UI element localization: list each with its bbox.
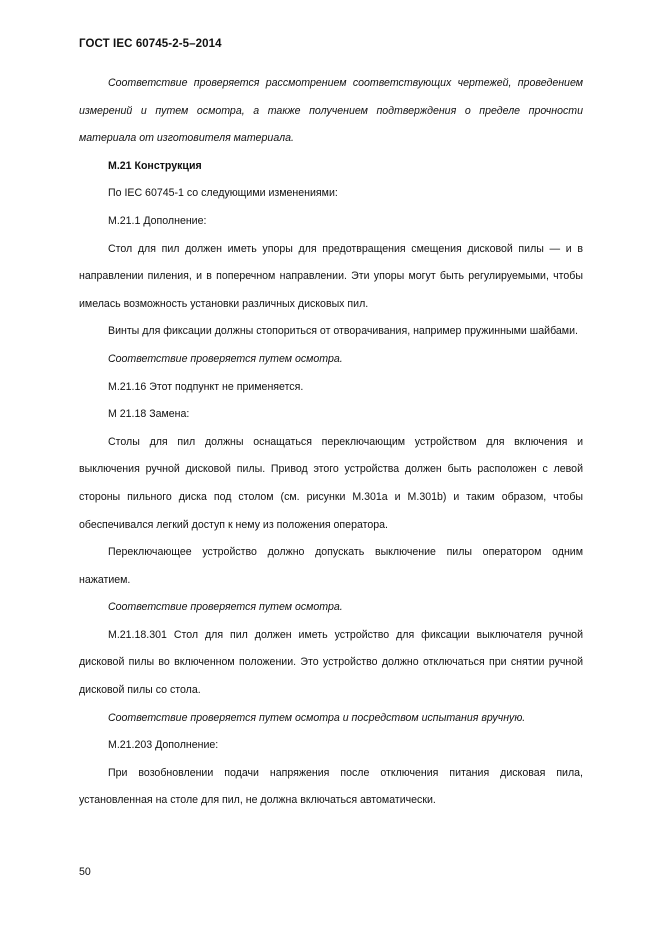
clause-m21-18-301: M.21.18.301 Стол для пил должен иметь устройство для фиксации выключателя ручной дисковой пилы во включенном положении. Это устройство должно отключаться при снятии ручной дисковой пилы со стола. [79,628,583,697]
paragraph-switch-off-single-action: Переключающее устройство должно допускать выключение пилы оператором одним нажатием. [79,546,583,586]
clause-m21-18: M 21.18 Замена: [108,408,190,421]
paragraph-modifications-intro: По IEC 60745-1 со следующими изменениями: [108,187,338,200]
clause-m21-203: M.21.203 Дополнение: [108,739,219,752]
paragraph-switching-device: Столы для пил должны оснащаться переключающим устройством для включения и выключения ручной дисковой пилы. Привод этого устройства должен быть расположен с левой стороны пильного диска под столом (см. рисунки M.301a и M.301b) и таким образом, чтобы обеспечивался легкий доступ к нему из положения оператора. [79,435,583,531]
section-heading-m21: M.21 Конструкция [108,159,202,172]
paragraph-compliance-manual-test: Соответствие проверяется путем осмотра и посредством испытания вручную. [108,711,526,724]
paragraph-compliance-inspection-1: Соответствие проверяется путем осмотра. [108,352,343,365]
clause-m21-16: M.21.16 Этот подпункт не применяется. [108,380,304,393]
paragraph-fixing-screws: Винты для фиксации должны стопориться от отворачивания, например пружинными шайбами. [108,325,578,338]
clause-m21-1: M.21.1 Дополнение: [108,214,207,227]
paragraph-no-auto-restart: При возобновлении подачи напряжения после отключения питания дисковая пила, установленная на столе для пил, не должна включаться автоматически. [79,766,583,807]
paragraph-compliance-inspection-2: Соответствие проверяется путем осмотра. [108,601,343,614]
paragraph-saw-table-stops: Стол для пил должен иметь упоры для предотвращения смещения дисковой пилы — и в направлении пиления, и в поперечном направлении. Эти упоры могут быть регулируемыми, чтобы имелась возможность установки различных дисковых пил. [79,242,583,310]
document-body [79,70,583,815]
standard-designation: ГОСТ IEC 60745-2-5–2014 [79,38,222,50]
paragraph-compliance-drawings: Соответствие проверяется рассмотрением соответствующих чертежей, проведением измерений и путем осмотра, а также получением подтверждения о пределе прочности материала от изготовителя материала. [79,77,583,145]
page-number: 50 [79,866,91,878]
